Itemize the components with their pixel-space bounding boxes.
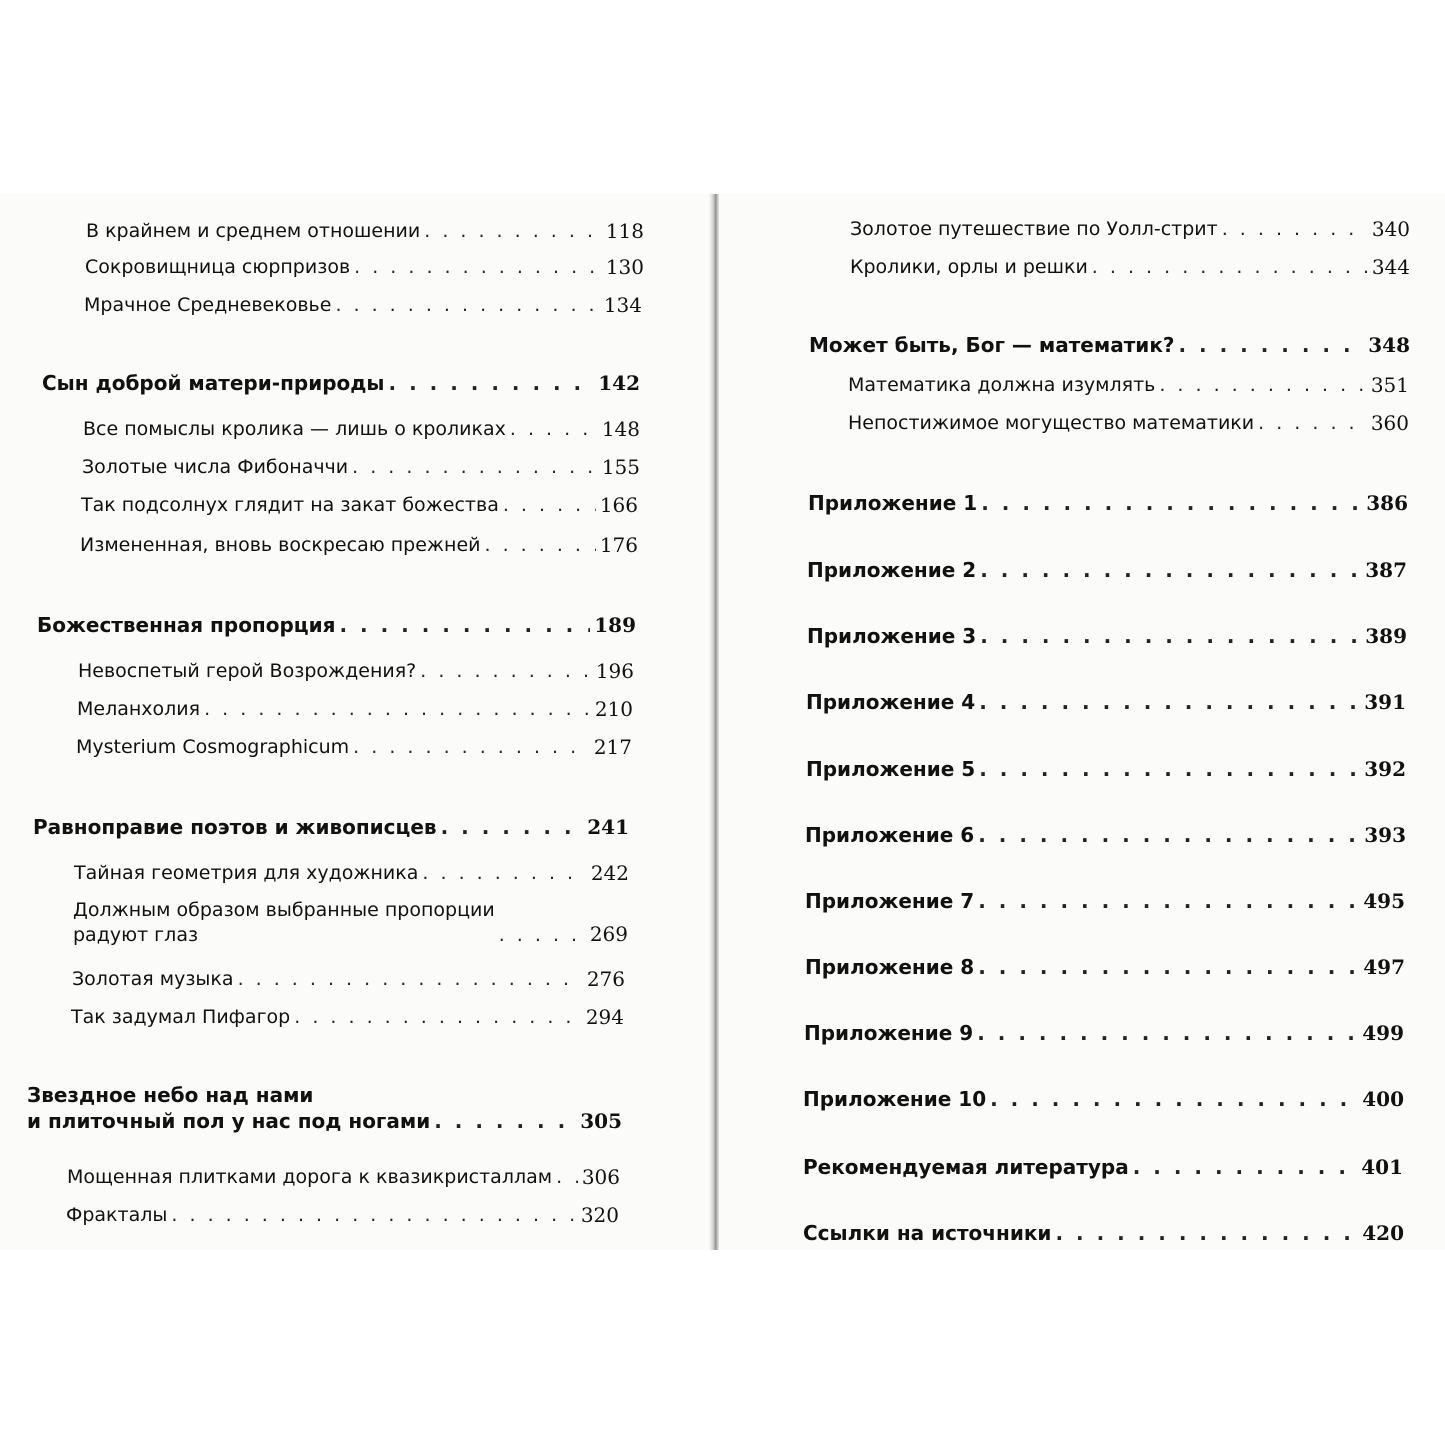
toc-entry-title: Золотые числа Фибоначчи bbox=[82, 456, 349, 479]
toc-appendix bbox=[806, 756, 1406, 782]
toc-entry-page: 166 bbox=[599, 493, 638, 517]
toc-entry-page: 351 bbox=[1370, 373, 1409, 397]
toc-appendix-page: 400 bbox=[1362, 1087, 1404, 1111]
toc-appendix-page: 387 bbox=[1365, 558, 1407, 582]
toc-entry-title: Так задумал Пифагор bbox=[71, 1006, 291, 1029]
dot-leader bbox=[420, 659, 592, 684]
dot-leader bbox=[979, 756, 1360, 782]
toc-appendix-title: Приложение 6 bbox=[805, 823, 975, 847]
toc-chapter-page: 401 bbox=[1361, 1155, 1403, 1179]
toc-entry-title bbox=[73, 898, 495, 947]
toc-appendix-page: 497 bbox=[1363, 955, 1405, 979]
toc-entry bbox=[86, 218, 644, 244]
dot-leader bbox=[1159, 373, 1366, 398]
toc-appendix-title: Приложение 7 bbox=[805, 889, 975, 913]
dot-leader bbox=[354, 255, 602, 280]
toc-entry-title: Измененная, вновь воскресаю прежней bbox=[80, 534, 481, 557]
dot-leader bbox=[434, 1108, 576, 1134]
dot-leader bbox=[1222, 217, 1368, 242]
toc-entry bbox=[72, 966, 625, 992]
toc-entry-title-line1: Должным образом выбранные пропорции bbox=[73, 899, 495, 921]
toc-chapter-page: 420 bbox=[1362, 1221, 1404, 1245]
toc-entry-page: 176 bbox=[599, 533, 638, 557]
dot-leader bbox=[204, 697, 591, 722]
toc-entry bbox=[848, 372, 1409, 398]
toc-chapter bbox=[803, 1154, 1403, 1180]
toc-entry-title: Математика должна изумлять bbox=[848, 374, 1156, 397]
toc-appendix-page: 393 bbox=[1364, 823, 1406, 847]
toc-entry-page: 217 bbox=[593, 735, 632, 759]
toc-entry bbox=[66, 1202, 619, 1228]
toc-entry-page: 196 bbox=[595, 659, 634, 683]
toc-appendix-title: Приложение 9 bbox=[804, 1021, 974, 1045]
right-page bbox=[719, 194, 1445, 1250]
toc-appendix-page: 499 bbox=[1362, 1021, 1404, 1045]
dot-leader bbox=[352, 455, 598, 480]
toc-entry-title: Мощенная плитками дорога к квазикристаллам bbox=[67, 1166, 553, 1189]
toc-entry-title: Непостижимое могущество математики bbox=[848, 412, 1255, 435]
toc-entry-title: Сокровищница сюрпризов bbox=[85, 256, 351, 279]
dot-leader bbox=[424, 219, 602, 244]
dot-leader bbox=[499, 923, 586, 948]
toc-chapter-title-line1: Звездное небо над нами bbox=[27, 1083, 314, 1107]
dot-leader bbox=[422, 861, 586, 886]
toc-entry-page: 155 bbox=[601, 455, 640, 479]
toc-entry-title: Кролики, орлы и решки bbox=[850, 256, 1088, 279]
toc-appendix bbox=[807, 557, 1407, 583]
toc-chapter-title: Рекомендуемая литература bbox=[803, 1155, 1129, 1179]
toc-appendix-title: Приложение 8 bbox=[805, 955, 975, 979]
toc-entry bbox=[85, 254, 644, 280]
toc-entry-title: Все помыслы кролика — лишь о кроликах bbox=[83, 418, 506, 441]
dot-leader bbox=[389, 370, 595, 396]
toc-appendix bbox=[808, 490, 1408, 516]
toc-entry-title: Мрачное Средневековье bbox=[84, 294, 332, 317]
toc-entry-title: В крайнем и среднем отношении bbox=[86, 220, 421, 243]
dot-leader bbox=[1133, 1154, 1358, 1180]
toc-entry bbox=[77, 696, 633, 722]
toc-entry-page: 276 bbox=[586, 967, 625, 991]
toc-chapter-page: 241 bbox=[587, 815, 629, 839]
toc-chapter-title: Божественная пропорция bbox=[37, 613, 336, 637]
toc-entry-title-line2: радуют глаз bbox=[73, 923, 199, 946]
toc-chapter bbox=[42, 370, 640, 396]
toc-entry bbox=[76, 734, 632, 760]
toc-chapter-title: Может быть, Бог — математик? bbox=[809, 333, 1175, 357]
toc-entry-title: Фракталы bbox=[66, 1204, 168, 1227]
toc-appendix-title: Приложение 1 bbox=[808, 491, 978, 515]
dot-leader bbox=[1055, 1220, 1358, 1246]
toc-entry-page: 130 bbox=[605, 255, 644, 279]
dot-leader bbox=[978, 822, 1360, 848]
toc-entry-title: Невоспетый герой Возрождения? bbox=[78, 660, 417, 683]
toc-appendix bbox=[805, 954, 1405, 980]
dot-leader bbox=[238, 967, 583, 992]
toc-entry bbox=[67, 1164, 620, 1190]
dot-leader bbox=[556, 1165, 578, 1190]
toc-entry-page: 210 bbox=[594, 697, 633, 721]
toc-appendix-title: Приложение 5 bbox=[806, 757, 976, 781]
dot-leader bbox=[1092, 255, 1368, 280]
toc-appendix-page: 389 bbox=[1365, 624, 1407, 648]
toc-entry bbox=[84, 292, 642, 318]
toc-entry-page: 148 bbox=[601, 417, 640, 441]
dot-leader bbox=[441, 814, 584, 840]
toc-entry-page: 269 bbox=[589, 922, 628, 947]
dot-leader bbox=[979, 689, 1360, 715]
dot-leader bbox=[978, 954, 1359, 980]
toc-appendix-page: 391 bbox=[1364, 690, 1406, 714]
toc-appendix bbox=[806, 689, 1406, 715]
toc-entry bbox=[83, 416, 640, 442]
toc-entry-page: 306 bbox=[581, 1165, 620, 1189]
left-page bbox=[0, 194, 712, 1250]
toc-chapter-title-line2: и плиточный пол у нас под ногами bbox=[27, 1109, 431, 1133]
toc-entry bbox=[82, 454, 640, 480]
toc-chapter bbox=[803, 1220, 1404, 1246]
toc-chapter-page: 348 bbox=[1368, 333, 1410, 357]
dot-leader bbox=[335, 293, 599, 318]
toc-appendix-title: Приложение 4 bbox=[806, 690, 976, 714]
toc-entry bbox=[78, 658, 634, 684]
toc-chapter-page: 142 bbox=[598, 371, 640, 395]
toc-entry-page: 294 bbox=[585, 1005, 624, 1029]
toc-entry-page: 118 bbox=[605, 219, 644, 243]
toc-entry-page: 320 bbox=[580, 1203, 619, 1227]
toc-chapter bbox=[27, 1082, 622, 1134]
toc-appendix-title: Приложение 2 bbox=[807, 558, 977, 582]
toc-entry bbox=[81, 492, 638, 518]
toc-entry bbox=[74, 860, 629, 886]
toc-chapter-page: 189 bbox=[594, 613, 636, 637]
dot-leader bbox=[980, 557, 1361, 583]
dot-leader bbox=[978, 888, 1359, 914]
toc-chapter-title: Равноправие поэтов и живописцев bbox=[33, 815, 437, 839]
toc-entry-title: Тайная геометрия для художника bbox=[74, 862, 419, 885]
toc-chapter-title bbox=[27, 1082, 430, 1134]
dot-leader bbox=[171, 1203, 576, 1228]
toc-appendix bbox=[803, 1086, 1404, 1112]
toc-chapter bbox=[33, 814, 629, 840]
toc-appendix bbox=[804, 1020, 1404, 1046]
toc-appendix bbox=[805, 888, 1405, 914]
dot-leader bbox=[485, 533, 596, 558]
toc-entry bbox=[71, 1004, 624, 1030]
dot-leader bbox=[990, 1086, 1358, 1112]
dot-leader bbox=[981, 490, 1362, 516]
toc-entry-title: Меланхолия bbox=[77, 698, 201, 721]
toc-entry-page: 242 bbox=[590, 861, 629, 885]
toc-chapter bbox=[809, 332, 1410, 358]
toc-entry bbox=[80, 532, 638, 558]
dot-leader bbox=[977, 1020, 1358, 1046]
dot-leader bbox=[503, 493, 596, 518]
book-spread bbox=[0, 194, 1445, 1250]
toc-appendix-page: 386 bbox=[1366, 491, 1408, 515]
toc-appendix-page: 495 bbox=[1363, 889, 1405, 913]
toc-appendix-page: 392 bbox=[1364, 757, 1406, 781]
toc-entry-title: Mysterium Cosmographicum bbox=[76, 736, 350, 759]
toc-entry-title: Золотое путешествие по Уолл-стрит bbox=[850, 218, 1218, 241]
toc-appendix bbox=[805, 822, 1406, 848]
toc-chapter-page: 305 bbox=[580, 1109, 622, 1133]
dot-leader bbox=[1179, 332, 1365, 358]
toc-chapter bbox=[37, 612, 636, 638]
toc-chapter-title: Ссылки на источники bbox=[803, 1221, 1052, 1245]
dot-leader bbox=[510, 417, 598, 442]
toc-entry bbox=[850, 216, 1410, 242]
toc-entry bbox=[850, 254, 1410, 280]
toc-appendix-title: Приложение 10 bbox=[803, 1087, 987, 1111]
dot-leader bbox=[294, 1005, 582, 1030]
dot-leader bbox=[980, 623, 1361, 649]
toc-entry-page: 344 bbox=[1371, 255, 1410, 279]
toc-entry-title: Золотая музыка bbox=[72, 968, 234, 991]
toc-chapter-title: Сын доброй матери-природы bbox=[42, 371, 385, 395]
dot-leader bbox=[1258, 411, 1367, 436]
toc-entry-title: Так подсолнух глядит на закат божества bbox=[81, 494, 499, 517]
toc-entry-page: 134 bbox=[603, 293, 642, 317]
toc-entry bbox=[73, 898, 628, 947]
toc-entry-page: 360 bbox=[1370, 411, 1409, 435]
toc-appendix bbox=[807, 623, 1407, 649]
toc-entry bbox=[848, 410, 1409, 436]
toc-appendix-title: Приложение 3 bbox=[807, 624, 977, 648]
dot-leader bbox=[353, 735, 590, 760]
toc-entry-page: 340 bbox=[1371, 217, 1410, 241]
dot-leader bbox=[340, 612, 591, 638]
